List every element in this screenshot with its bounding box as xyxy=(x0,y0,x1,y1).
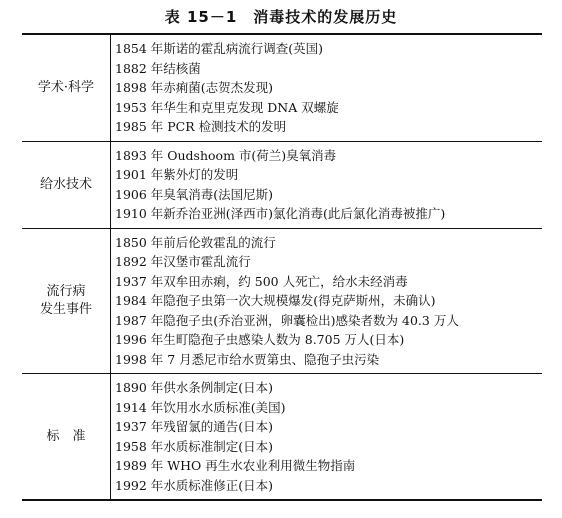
list-item: 1953 年华生和克里克发现 DNA 双螺旋 xyxy=(115,99,339,115)
list-item: 1937 年双牟田赤痢，约 500 人死亡，给水未经消毒 xyxy=(115,273,408,289)
list-item: 1901 年紫外灯的发明 xyxy=(115,167,239,182)
table-row xyxy=(22,142,542,229)
table-row xyxy=(22,35,542,142)
list-item: 1882 年结核菌 xyxy=(115,60,201,76)
list-item: 1893 年 Oudshoom 市(荷兰)臭氧消毒 xyxy=(115,147,337,163)
row-items xyxy=(111,142,542,228)
list-item: 1989 年 WHO 再生水农业利用微生物指南 xyxy=(115,458,356,473)
list-item: 1914 年饮用水水质标准(美国) xyxy=(115,399,286,415)
list-item: 1987 年隐孢子虫(乔治亚洲，卵囊检出)感染者数为 40.3 万人 xyxy=(115,312,459,328)
table-row xyxy=(22,374,542,499)
list-item: 1898 年赤痢菌(志贺杰发现) xyxy=(115,80,274,95)
list-item: 1958 年水质标准制定(日本) xyxy=(115,438,274,454)
list-item: 1910 年新乔治亚洲(泽西市)氯化消毒(此后氯化消毒被推广) xyxy=(115,206,446,221)
list-item: 1890 年供水条例制定(日本) xyxy=(115,380,274,395)
list-item: 1892 年汉堡市霍乱流行 xyxy=(115,254,251,269)
list-item: 1937 年残留氯的通告(日本) xyxy=(115,419,274,434)
list-item: 1998 年 7 月悉尼市给水贾第虫、隐孢子虫污染 xyxy=(115,351,380,367)
row-category: 流行病 发生事件 xyxy=(22,229,111,374)
list-item: 1984 年隐孢子虫第一次大规模爆发(得克萨斯州，未确认) xyxy=(115,293,436,308)
row-items xyxy=(111,229,542,374)
row-category: 学术·科学 xyxy=(22,35,111,141)
table-row xyxy=(22,229,542,375)
row-category: 给水技术 xyxy=(22,142,111,228)
row-category: 标 准 xyxy=(22,374,111,499)
history-table xyxy=(22,33,542,501)
list-item: 1985 年 PCR 检测技术的发明 xyxy=(115,119,287,134)
row-items xyxy=(111,35,542,141)
list-item: 1854 年斯诺的霍乱病流行调查(英国) xyxy=(115,41,324,56)
list-item: 1996 年生町隐孢子虫感染人数为 8.705 万人(日本) xyxy=(115,332,405,347)
table-title: 表 15－1 消毒技术的发展历史 xyxy=(164,8,398,26)
list-item: 1850 年前后伦敦霍乱的流行 xyxy=(115,234,276,250)
row-items xyxy=(111,374,542,499)
list-item: 1906 年臭氧消毒(法国尼斯) xyxy=(115,186,274,202)
list-item: 1992 年水质标准修正(日本) xyxy=(115,477,274,493)
